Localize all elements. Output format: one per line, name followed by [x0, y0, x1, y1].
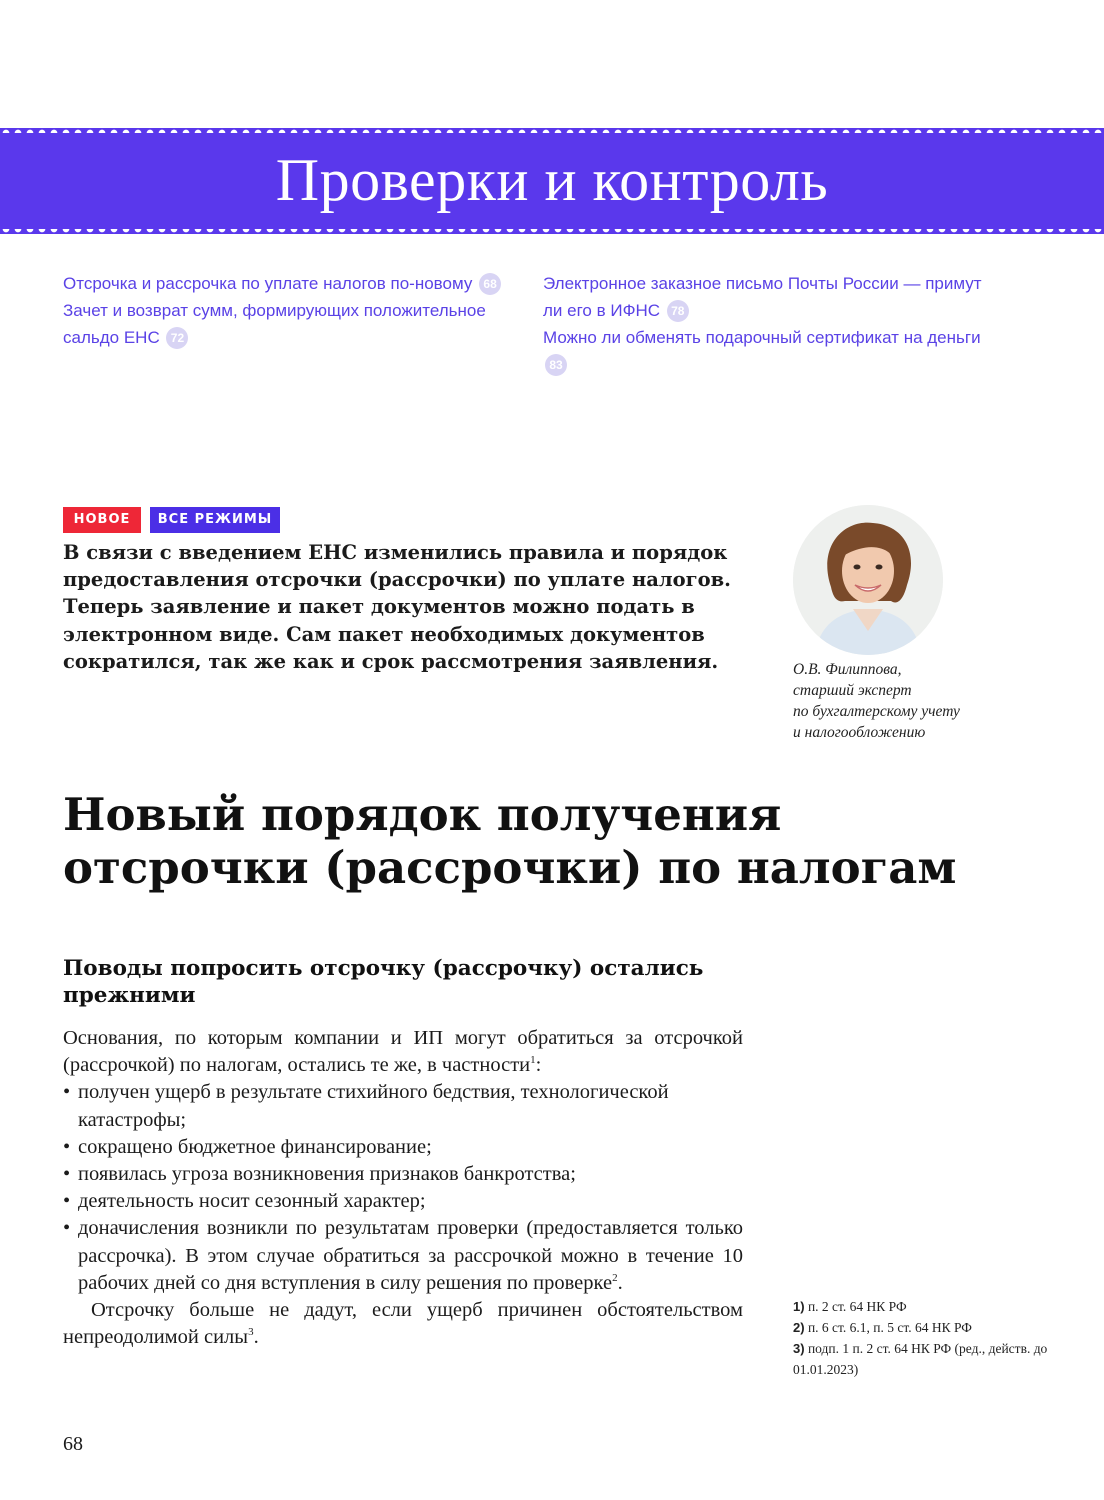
author-role: по бухгалтерскому учету	[793, 703, 960, 720]
toc-item[interactable]	[63, 297, 503, 351]
intro-text: Основания, по которым компании и ИП могут обратиться за отсрочкой (рассрочкой) по налогам, остались те же, в частности	[63, 1027, 743, 1077]
toc-item[interactable]	[63, 270, 503, 297]
banner-scallop-top	[0, 127, 1104, 133]
toc-item-title: Зачет и возврат сумм, формирующих положительное сальдо ЕНС	[63, 301, 486, 347]
toc-item[interactable]	[543, 324, 993, 378]
article-body	[63, 1025, 743, 1351]
closing-text: Отсрочку больше не дадут, если ущерб причинен обстоятельством непреодолимой силы	[63, 1299, 743, 1349]
toc-item-title: Электронное заказное письмо Почты России — примут ли его в ИФНС	[543, 274, 982, 320]
toc-right-column	[543, 270, 993, 378]
closing-end: .	[253, 1326, 259, 1349]
intro-paragraph	[63, 1025, 743, 1079]
toc-page-badge: 68	[479, 273, 501, 295]
list-item: • сокращено бюджетное финансирование;	[63, 1134, 743, 1161]
footnote-ref[interactable]: 3	[248, 1326, 254, 1339]
banner-scallop-bottom	[0, 229, 1104, 235]
closing-paragraph	[63, 1297, 743, 1351]
footnote	[793, 1317, 1053, 1338]
footnote	[793, 1296, 1053, 1317]
footnote-ref[interactable]: 1	[530, 1054, 536, 1067]
list-item-end: .	[617, 1271, 623, 1294]
author-role: и налогообложению	[793, 724, 926, 741]
author-role: старший эксперт	[793, 682, 912, 699]
toc-item-title: Отсрочка и рассрочка по уплате налогов по-новому	[63, 274, 473, 293]
toc-page-badge: 78	[667, 300, 689, 322]
list-item: • деятельность носит сезонный характер;	[63, 1188, 743, 1215]
toc-left-column	[63, 270, 503, 351]
reasons-list	[63, 1079, 743, 1297]
tag-all-regimes: ВСЕ РЕЖИМЫ	[150, 507, 280, 533]
lead-paragraph: В связи с введением ЕНС изменились правила и порядок предоставления отсрочки (рассрочки) по уплате налогов. Теперь заявление и пакет документов можно подать в электронном виде. Сам пакет необходимых документов сократился, так же как и срок рассмотрения заявления.	[63, 541, 731, 673]
footnote-text: п. 2 ст. 64 НК РФ	[807, 1299, 907, 1314]
toc-page-badge: 83	[545, 354, 567, 376]
toc-item[interactable]	[543, 270, 993, 324]
article-title-line: Новый порядок получения	[63, 788, 782, 841]
avatar-portrait-icon	[793, 505, 943, 655]
article-title	[63, 788, 1063, 894]
footnote	[793, 1338, 1053, 1380]
author-photo	[793, 505, 943, 655]
footnote-number: 1)	[793, 1299, 805, 1314]
section-banner	[0, 128, 1104, 234]
intro-end: :	[535, 1054, 542, 1077]
article-title-line: отсрочки (рассрочки) по налогам	[63, 841, 957, 894]
footnote-number: 3)	[793, 1341, 805, 1356]
article-subheading: Поводы попросить отсрочку (рассрочку) остались прежними	[63, 956, 704, 1008]
section-title: Проверки и контроль	[275, 147, 829, 213]
footnote-number: 2)	[793, 1320, 805, 1335]
footnote-text: п. 6 ст. 6.1, п. 5 ст. 64 НК РФ	[807, 1320, 972, 1335]
page-number: 68	[63, 1433, 83, 1455]
list-item	[63, 1215, 743, 1297]
list-item: • появилась угроза возникновения признаков банкротства;	[63, 1161, 743, 1188]
footnote-text: подп. 1 п. 2 ст. 64 НК РФ (ред., действ. до 01.01.2023)	[793, 1341, 1048, 1377]
tag-new: НОВОЕ	[63, 507, 141, 533]
list-item-text: доначисления возникли по результатам проверки (предоставляется только рассрочка). В этом случае обратиться за рассрочкой можно в течение 10 рабочих дней со дня вступления в силу решения по проверке	[78, 1217, 743, 1294]
toc-item-title: Можно ли обменять подарочный сертификат на деньги	[543, 328, 981, 347]
author-name: О.В. Филиппова,	[793, 661, 902, 678]
footnotes	[793, 1296, 1053, 1380]
list-item: • получен ущерб в результате стихийного бедствия, технологической катастрофы;	[63, 1079, 743, 1133]
toc-page-badge: 72	[166, 327, 188, 349]
author-caption	[793, 659, 1023, 743]
footnote-ref[interactable]: 2	[612, 1271, 618, 1284]
